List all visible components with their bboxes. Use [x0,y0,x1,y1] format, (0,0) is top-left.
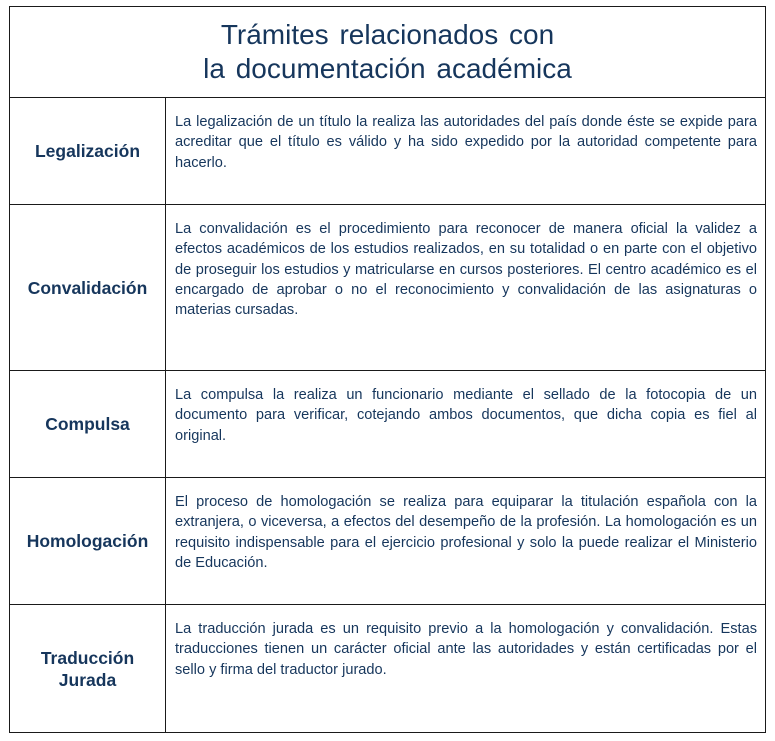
description-convalidacion: La convalidación es el procedimiento para reconocer de manera oficial la validez a efectos académicos de los estudios realizados, en su totalidad o en parte con el objetivo de proseguir los estudios y matricularse en cursos posteriores. El centro académico es el encargado de aprobar o no el reconocimiento y convalidación de las asignaturas o materias cursadas. [166,205,766,371]
table-row [10,605,766,733]
page-title [10,7,766,98]
description-legalizacion: La legalización de un título la realiza las autoridades del país donde éste se expide para acreditar que el título es válido y ha sido expedido por la autoridad competente para hacerlo. [166,98,766,205]
title-line-1: Trámites relacionados con [220,19,555,50]
description-traduccion-jurada: La traducción jurada es un requisito previo a la homologación y convalidación. Estas traducciones tienen un carácter oficial ante las autoridades y están certificadas por el sello y firma del traductor jurado. [166,605,766,733]
table-row [10,98,766,205]
academic-procedures-table [9,6,766,733]
term-compulsa: Compulsa [10,371,166,478]
title-line-2: la documentación académica [203,53,572,84]
title-row [10,7,766,98]
description-homologacion: El proceso de homologación se realiza para equiparar la titulación española con la extranjera, o viceversa, a efectos del desempeño de la profesión. La homologación es un requisito indispensable para el ejercicio profesional y solo la puede realizar el Ministerio de Educación. [166,478,766,605]
term-traduccion-jurada: Traducción Jurada [10,605,166,733]
term-legalizacion: Legalización [10,98,166,205]
description-compulsa: La compulsa la realiza un funcionario mediante el sellado de la fotocopia de un documento para verificar, cotejando ambos documentos, que dicha copia es fiel al original. [166,371,766,478]
term-homologacion: Homologación [10,478,166,605]
table-row [10,205,766,371]
table-row [10,371,766,478]
table-row [10,478,766,605]
term-convalidacion: Convalidación [10,205,166,371]
